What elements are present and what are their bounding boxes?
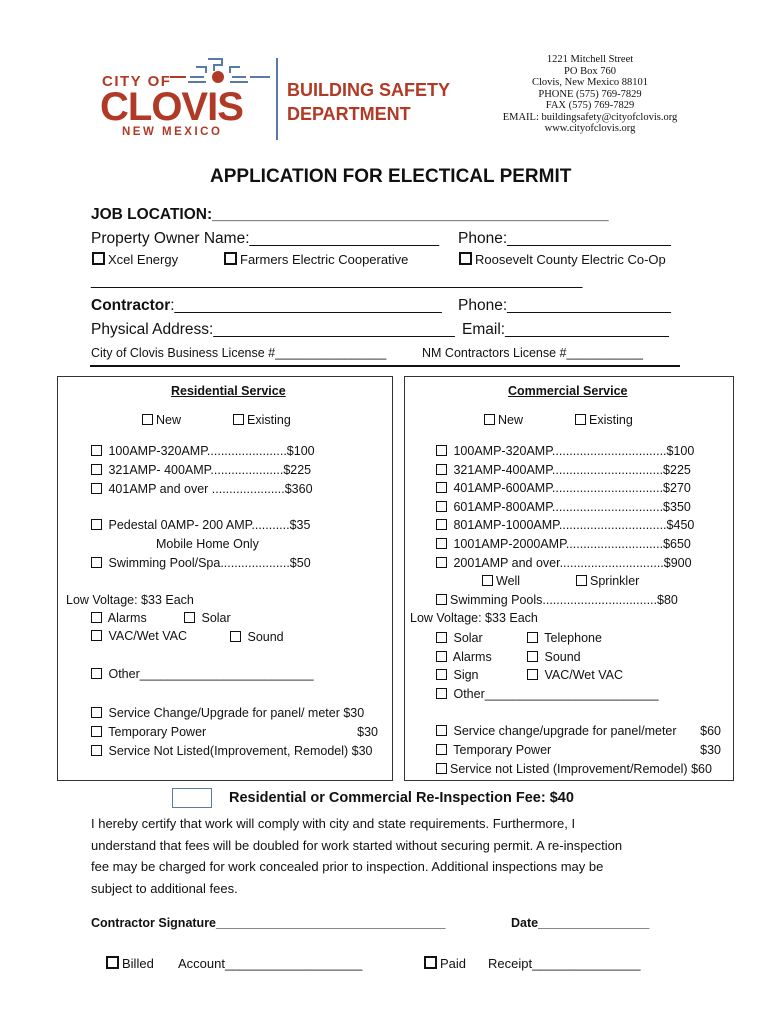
checkbox[interactable]	[576, 575, 587, 586]
commercial-telephone-label: Telephone	[544, 631, 602, 645]
commercial-sprinkler[interactable]	[576, 574, 639, 588]
checkbox[interactable]	[527, 632, 538, 643]
commercial-sign-label: Sign	[453, 668, 479, 682]
commercial-heading: Commercial Service	[508, 384, 628, 398]
contractor-signature-field[interactable]: Contractor Signature_________________________________	[91, 916, 446, 930]
residential-existing-checkbox[interactable]	[233, 414, 244, 425]
residential-existing-label: Existing	[247, 413, 291, 427]
billed-label: Billed	[122, 956, 154, 971]
commercial-new-checkbox[interactable]	[484, 414, 495, 425]
billed-checkbox[interactable]	[106, 956, 119, 969]
commercial-vac-label: VAC/Wet VAC	[544, 668, 623, 682]
checkbox[interactable]	[436, 519, 447, 530]
checkbox[interactable]	[91, 707, 102, 718]
checkbox[interactable]	[482, 575, 493, 586]
checkbox[interactable]	[436, 482, 447, 493]
residential-alarms[interactable]	[91, 611, 147, 625]
checkbox[interactable]	[230, 631, 241, 642]
department-name-line2: DEPARTMENT	[287, 104, 411, 124]
residential-new-checkbox[interactable]	[142, 414, 153, 425]
residential-pedestal[interactable]	[91, 516, 311, 535]
address-fax: FAX (575) 769-7829	[545, 100, 635, 111]
billed-option[interactable]	[106, 956, 154, 971]
checkbox[interactable]	[91, 464, 102, 475]
residential-heading: Residential Service	[171, 384, 286, 398]
commercial-service-list	[436, 722, 721, 779]
commercial-amp4[interactable]	[436, 498, 694, 517]
checkbox[interactable]	[436, 464, 447, 475]
residential-solar[interactable]	[184, 611, 231, 625]
commercial-well-label: Well	[496, 574, 521, 588]
commercial-service-change-label: Service change/upgrade for panel/meter	[453, 724, 677, 738]
commercial-amp7[interactable]	[436, 554, 694, 573]
residential-sound-label: Sound	[247, 630, 284, 644]
residential-amp1[interactable]	[91, 442, 315, 461]
receipt-field[interactable]: Receipt_______________	[488, 956, 641, 971]
roosevelt-checkbox[interactable]	[459, 252, 472, 265]
utility-farmers-label: Farmers Electric Cooperative	[240, 252, 409, 267]
paid-checkbox[interactable]	[424, 956, 437, 969]
residential-other[interactable]	[91, 667, 314, 681]
checkbox[interactable]	[436, 688, 447, 699]
residential-pedestal-label: Pedestal 0AMP- 200 AMP...........$35	[108, 518, 311, 532]
city-logo	[100, 55, 275, 140]
certification-text	[91, 813, 622, 899]
residential-amp3[interactable]	[91, 480, 315, 499]
checkbox[interactable]	[436, 594, 447, 605]
utility-farmers-option[interactable]	[224, 252, 408, 267]
commercial-sound-label: Sound	[544, 649, 581, 664]
residential-temporary[interactable]	[91, 723, 378, 742]
separator-line: _________________________________________________________	[91, 272, 583, 289]
residential-amp-list	[91, 442, 315, 499]
residential-temporary-fee: $30	[357, 725, 378, 739]
address-web: www.cityofclovis.org	[544, 123, 636, 134]
checkbox[interactable]	[527, 669, 538, 680]
checkbox[interactable]	[91, 745, 102, 756]
utility-xcel-option[interactable]	[92, 252, 178, 267]
utility-roosevelt-option[interactable]	[459, 252, 666, 267]
checkbox[interactable]	[436, 763, 447, 774]
checkbox[interactable]	[436, 538, 447, 549]
logo-divider	[276, 58, 278, 140]
commercial-existing-label: Existing	[589, 413, 633, 427]
residential-service-list	[91, 704, 378, 761]
address-phone: PHONE (575) 769-7829	[538, 88, 642, 100]
residential-alarms-label: Alarms	[107, 611, 147, 625]
commercial-alarms-label: Alarms	[452, 649, 492, 664]
residential-amp2-label: 321AMP- 400AMP.....................$225	[108, 463, 312, 477]
residential-mobile-home: Mobile Home Only	[156, 537, 259, 551]
commercial-well[interactable]	[482, 574, 520, 588]
commercial-amp7-label: 2001AMP and over..............................$900	[453, 555, 692, 570]
checkbox[interactable]	[91, 668, 102, 679]
account-field[interactable]: Account___________________	[178, 956, 363, 971]
residential-existing-option[interactable]	[233, 413, 291, 427]
reinspection-fee: Residential or Commercial Re-Inspection Fee: $40	[229, 790, 574, 806]
checkbox[interactable]	[436, 744, 447, 755]
commercial-amp1-label: 100AMP-320AMP.................................$100	[453, 444, 695, 458]
address-po-box: PO Box 760	[564, 65, 616, 77]
commercial-amp4-label: 601AMP-800AMP................................$350	[453, 499, 691, 514]
residential-vac[interactable]	[91, 629, 187, 643]
checkbox[interactable]	[91, 483, 102, 494]
residential-service-change[interactable]	[91, 704, 378, 723]
residential-amp2[interactable]	[91, 461, 315, 480]
commercial-sound[interactable]	[527, 648, 623, 667]
checkbox[interactable]	[91, 445, 102, 456]
checkbox[interactable]	[91, 519, 102, 530]
commercial-existing-option[interactable]	[575, 413, 633, 427]
contractor-field[interactable]	[91, 297, 442, 315]
contractor-phone-field[interactable]: Phone:___________________	[458, 297, 671, 314]
certification-line: subject to additional fees.	[91, 880, 238, 896]
checkbox[interactable]	[184, 612, 195, 623]
checkbox[interactable]	[436, 651, 447, 662]
commercial-telephone[interactable]	[527, 629, 623, 648]
department-name-line1: BUILDING SAFETY	[287, 80, 451, 100]
residential-low-voltage: Low Voltage: $33 Each	[66, 593, 194, 607]
commercial-sprinkler-label: Sprinkler	[590, 574, 640, 588]
commercial-new-label: New	[498, 413, 524, 427]
paid-option[interactable]	[424, 956, 466, 971]
business-license-field[interactable]: City of Clovis Business License #________________	[91, 346, 387, 360]
contractor-label: Contractor	[91, 297, 171, 314]
residential-pedestal-list	[91, 516, 311, 573]
residential-new-option[interactable]	[142, 413, 181, 427]
commercial-temporary[interactable]	[436, 741, 721, 760]
commercial-amp2-label: 321AMP-400AMP................................$225	[453, 462, 691, 477]
commercial-amp1[interactable]	[436, 442, 694, 461]
address-city: Clovis, New Mexico 88101	[531, 77, 649, 88]
residential-temporary-label: Temporary Power	[108, 725, 207, 739]
certification-line: I hereby certify that work will comply with city and state requirements. Furthermore, I	[91, 816, 576, 831]
residential-vac-label: VAC/Wet VAC	[108, 629, 187, 643]
job-location-field[interactable]: JOB LOCATION:______________________________________________	[91, 206, 609, 223]
checkbox[interactable]	[436, 669, 447, 680]
commercial-pools[interactable]	[436, 593, 678, 607]
checkbox[interactable]	[436, 501, 447, 512]
commercial-pools-label: Swimming Pools.................................$80	[450, 593, 678, 607]
commercial-lv-col2	[527, 629, 623, 685]
checkbox[interactable]	[436, 557, 447, 568]
commercial-other-label: Other_________________________	[453, 686, 659, 701]
commercial-low-voltage: Low Voltage: $33 Each	[410, 611, 538, 625]
address-street: 1221 Mitchell Street	[546, 54, 634, 65]
residential-not-listed-label: Service Not Listed(Improvement, Remodel) $30	[108, 744, 373, 758]
commercial-temporary-label: Temporary Power	[453, 743, 552, 757]
logo-clovis: CLOVIS	[100, 85, 243, 129]
residential-pool-label: Swimming Pool/Spa....................$50	[108, 556, 311, 570]
checkbox[interactable]	[91, 630, 102, 641]
xcel-checkbox[interactable]	[92, 252, 105, 265]
commercial-amp6[interactable]	[436, 535, 694, 554]
nm-license-field[interactable]: NM Contractors License #___________	[422, 346, 643, 360]
commercial-not-listed-label: Service not Listed (Improvement/Remodel) $60	[450, 762, 712, 776]
paid-label: Paid	[440, 956, 467, 971]
residential-amp3-label: 401AMP and over .....................$360	[108, 482, 313, 496]
residential-service-change-label: Service Change/Upgrade for panel/ meter $30	[108, 706, 365, 720]
email-field[interactable]: Email:___________________	[462, 321, 669, 338]
commercial-new-option[interactable]	[484, 413, 523, 427]
commercial-temporary-fee: $30	[700, 743, 721, 757]
certification-line: understand that fees will be doubled for work started without securing permit. A re-inspection	[91, 837, 623, 853]
commercial-amp-list	[436, 442, 694, 572]
commercial-service-change-fee: $60	[700, 724, 721, 738]
residential-solar-label: Solar	[201, 611, 231, 625]
owner-phone-field[interactable]: Phone:___________________	[458, 230, 671, 247]
commercial-service-change[interactable]	[436, 722, 721, 741]
commercial-amp6-label: 1001AMP-2000AMP............................$650	[453, 536, 691, 551]
checkbox[interactable]	[91, 557, 102, 568]
license-underline	[90, 365, 680, 367]
logo-city-of: CITY OF	[102, 73, 172, 90]
certification-line: fee may be charged for work concealed prior to inspection. Additional inspections may be	[91, 859, 604, 874]
commercial-amp5-label: 801AMP-1000AMP...............................$450	[453, 518, 695, 533]
farmers-checkbox[interactable]	[224, 252, 237, 265]
residential-new-label: New	[156, 413, 182, 427]
checkbox[interactable]	[91, 612, 102, 623]
date-field[interactable]: Date________________	[511, 916, 650, 930]
residential-pool[interactable]	[91, 554, 311, 573]
owner-name-field[interactable]: Property Owner Name:______________________	[91, 230, 440, 247]
page-title: APPLICATION FOR ELECTICAL PERMIT	[210, 166, 572, 187]
commercial-amp3[interactable]	[436, 479, 694, 498]
commercial-service-section	[404, 376, 734, 781]
reinspection-fee-box[interactable]	[172, 788, 212, 808]
checkbox[interactable]	[436, 725, 447, 736]
utility-xcel-label: Xcel Energy	[108, 252, 179, 267]
commercial-amp5[interactable]	[436, 516, 694, 535]
address-email: EMAIL: buildingsafety@cityofclovis.org	[502, 111, 678, 123]
checkbox[interactable]	[436, 632, 447, 643]
checkbox[interactable]	[91, 726, 102, 737]
contractor-blank: :_______________________________	[170, 297, 442, 314]
physical-address-field[interactable]: Physical Address:____________________________	[91, 321, 455, 338]
residential-not-listed[interactable]	[91, 742, 378, 761]
commercial-not-listed[interactable]	[436, 760, 721, 779]
commercial-solar-label: Solar	[453, 631, 483, 645]
checkbox[interactable]	[436, 445, 447, 456]
utility-roosevelt-label: Roosevelt County Electric Co-Op	[475, 252, 666, 267]
commercial-existing-checkbox[interactable]	[575, 414, 586, 425]
logo-new-mexico: NEW MEXICO	[122, 126, 223, 138]
checkbox[interactable]	[527, 651, 538, 662]
residential-sound[interactable]	[230, 630, 284, 644]
residential-amp1-label: 100AMP-320AMP.......................$100	[108, 444, 315, 458]
department-address	[492, 54, 688, 135]
commercial-other[interactable]	[436, 685, 659, 704]
commercial-vac[interactable]	[527, 666, 623, 685]
residential-other-label: Other_________________________	[108, 667, 314, 681]
commercial-amp3-label: 401AMP-600AMP................................$270	[453, 481, 691, 496]
commercial-amp2[interactable]	[436, 461, 694, 480]
